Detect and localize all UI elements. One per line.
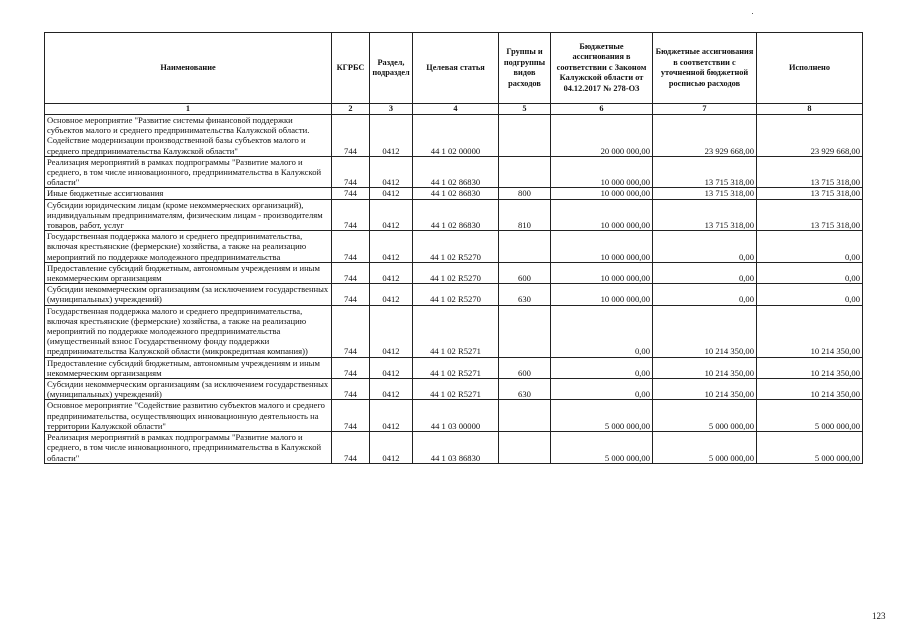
table-row — [45, 115, 863, 157]
row-kgrbs-cell: 744 — [332, 432, 370, 464]
row-budget-refined-cell: 23 929 668,00 — [653, 115, 757, 157]
row-section-cell: 0412 — [370, 231, 413, 263]
row-section-cell: 0412 — [370, 400, 413, 432]
row-expense-group-cell — [499, 115, 551, 157]
row-target-article-cell: 44 1 02 R5271 — [413, 305, 499, 357]
row-name-cell: Субсидии некоммерческим организациям (за исключением государственных (муниципальных) учреждений) — [45, 284, 332, 305]
row-target-article-cell: 44 1 02 86830 — [413, 188, 499, 199]
row-kgrbs-cell: 744 — [332, 357, 370, 378]
row-target-article-cell: 44 1 03 86830 — [413, 432, 499, 464]
row-target-article-cell: 44 1 02 00000 — [413, 115, 499, 157]
row-section-cell: 0412 — [370, 284, 413, 305]
row-name-cell: Субсидии юридическим лицам (кроме некоммерческих организаций), индивидуальным предпринимателям, физическим лицам - производителям товаров, работ, услуг — [45, 199, 332, 231]
row-kgrbs-cell: 744 — [332, 284, 370, 305]
table-row — [45, 199, 863, 231]
row-budget-refined-cell: 13 715 318,00 — [653, 199, 757, 231]
table-row — [45, 262, 863, 283]
row-budget-refined-cell: 5 000 000,00 — [653, 400, 757, 432]
header-executed: Исполнено — [757, 33, 863, 104]
row-budget-law-cell: 0,00 — [551, 305, 653, 357]
row-expense-group-cell: 600 — [499, 262, 551, 283]
header-section: Раздел, подраздел — [370, 33, 413, 104]
header-budget-law: Бюджетные ассигнования в соответствии с Законом Калужской области от 04.12.2017 № 278-ОЗ — [551, 33, 653, 104]
column-number: 6 — [551, 104, 653, 115]
row-kgrbs-cell: 744 — [332, 400, 370, 432]
table-row — [45, 305, 863, 357]
row-name-cell: Субсидии некоммерческим организациям (за исключением государственных (муниципальных) учреждений) — [45, 379, 332, 400]
row-executed-cell: 0,00 — [757, 262, 863, 283]
row-section-cell: 0412 — [370, 379, 413, 400]
header-budget-refined: Бюджетные ассигнования в соответствии с уточненной бюджетной росписью расходов — [653, 33, 757, 104]
table-row — [45, 432, 863, 464]
row-budget-refined-cell: 0,00 — [653, 284, 757, 305]
row-name-cell: Предоставление субсидий бюджетным, автономным учреждениям и иным некоммерческим организациям — [45, 357, 332, 378]
row-executed-cell: 13 715 318,00 — [757, 199, 863, 231]
table-row — [45, 284, 863, 305]
row-section-cell: 0412 — [370, 262, 413, 283]
row-executed-cell: 23 929 668,00 — [757, 115, 863, 157]
budget-table — [44, 32, 863, 464]
table-row — [45, 400, 863, 432]
row-kgrbs-cell: 744 — [332, 379, 370, 400]
table-row — [45, 379, 863, 400]
row-executed-cell: 10 214 350,00 — [757, 305, 863, 357]
column-number: 4 — [413, 104, 499, 115]
header-target-article: Целевая статья — [413, 33, 499, 104]
row-kgrbs-cell: 744 — [332, 156, 370, 188]
row-executed-cell: 0,00 — [757, 284, 863, 305]
column-number: 8 — [757, 104, 863, 115]
row-name-cell: Реализация мероприятий в рамках подпрограммы "Развитие малого и среднего, в том числе инновационного, предпринимательства в Калужской области" — [45, 156, 332, 188]
row-budget-law-cell: 5 000 000,00 — [551, 400, 653, 432]
row-name-cell: Основное мероприятие "Содействие развитию субъектов малого и среднего предпринимательства, осуществляющих инновационную деятельность на территории Калужской области" — [45, 400, 332, 432]
row-executed-cell: 5 000 000,00 — [757, 432, 863, 464]
row-budget-law-cell: 10 000 000,00 — [551, 156, 653, 188]
row-target-article-cell: 44 1 02 R5270 — [413, 262, 499, 283]
row-kgrbs-cell: 744 — [332, 188, 370, 199]
row-expense-group-cell — [499, 231, 551, 263]
header-kgrbs: КГРБС — [332, 33, 370, 104]
row-name-cell: Государственная поддержка малого и среднего предпринимательства, включая крестьянские (фермерские) хозяйства, а также на реализацию мероприятий по поддержке молодежного предпринимательства — [45, 231, 332, 263]
row-target-article-cell: 44 1 02 86830 — [413, 156, 499, 188]
row-budget-law-cell: 0,00 — [551, 357, 653, 378]
row-budget-refined-cell: 13 715 318,00 — [653, 156, 757, 188]
row-budget-law-cell: 0,00 — [551, 379, 653, 400]
header-row — [45, 33, 863, 104]
row-expense-group-cell — [499, 305, 551, 357]
row-target-article-cell: 44 1 02 R5271 — [413, 357, 499, 378]
row-executed-cell: 13 715 318,00 — [757, 156, 863, 188]
row-kgrbs-cell: 744 — [332, 231, 370, 263]
row-budget-refined-cell: 10 214 350,00 — [653, 379, 757, 400]
row-kgrbs-cell: 744 — [332, 199, 370, 231]
table-row — [45, 156, 863, 188]
row-section-cell: 0412 — [370, 188, 413, 199]
row-expense-group-cell: 630 — [499, 284, 551, 305]
row-executed-cell: 0,00 — [757, 231, 863, 263]
row-budget-refined-cell: 10 214 350,00 — [653, 305, 757, 357]
row-target-article-cell: 44 1 02 R5270 — [413, 284, 499, 305]
row-budget-refined-cell: 0,00 — [653, 231, 757, 263]
row-budget-refined-cell: 0,00 — [653, 262, 757, 283]
row-budget-law-cell: 10 000 000,00 — [551, 199, 653, 231]
row-section-cell: 0412 — [370, 115, 413, 157]
row-section-cell: 0412 — [370, 199, 413, 231]
row-expense-group-cell: 600 — [499, 357, 551, 378]
row-budget-law-cell: 5 000 000,00 — [551, 432, 653, 464]
row-budget-law-cell: 10 000 000,00 — [551, 231, 653, 263]
table-row — [45, 188, 863, 199]
column-number: 2 — [332, 104, 370, 115]
row-budget-law-cell: 10 000 000,00 — [551, 262, 653, 283]
row-name-cell: Государственная поддержка малого и среднего предпринимательства, включая крестьянские (фермерские) хозяйства, а также на реализацию мероприятий по поддержке молодежного предпринимательства (имущественный взнос Государственному фонду поддержки предпринимательства Калужской области (микрокредитная компания)) — [45, 305, 332, 357]
header-expense-group: Группы и подгруппы видов расходов — [499, 33, 551, 104]
row-section-cell: 0412 — [370, 357, 413, 378]
column-number-row — [45, 104, 863, 115]
row-budget-refined-cell: 13 715 318,00 — [653, 188, 757, 199]
budget-table-container — [44, 32, 863, 464]
column-number: 7 — [653, 104, 757, 115]
column-number: 3 — [370, 104, 413, 115]
column-number: 1 — [45, 104, 332, 115]
row-name-cell: Реализация мероприятий в рамках подпрограммы "Развитие малого и среднего, в том числе инновационного, предпринимательства в Калужской области" — [45, 432, 332, 464]
row-target-article-cell: 44 1 02 R5270 — [413, 231, 499, 263]
row-budget-law-cell: 10 000 000,00 — [551, 188, 653, 199]
header-name: Наименование — [45, 33, 332, 104]
table-row — [45, 231, 863, 263]
row-executed-cell: 5 000 000,00 — [757, 400, 863, 432]
row-target-article-cell: 44 1 02 86830 — [413, 199, 499, 231]
row-budget-refined-cell: 5 000 000,00 — [653, 432, 757, 464]
row-kgrbs-cell: 744 — [332, 262, 370, 283]
table-row — [45, 357, 863, 378]
row-budget-refined-cell: 10 214 350,00 — [653, 357, 757, 378]
row-budget-law-cell: 10 000 000,00 — [551, 284, 653, 305]
row-expense-group-cell — [499, 156, 551, 188]
row-name-cell: Иные бюджетные ассигнования — [45, 188, 332, 199]
row-section-cell: 0412 — [370, 156, 413, 188]
row-budget-law-cell: 20 000 000,00 — [551, 115, 653, 157]
row-section-cell: 0412 — [370, 305, 413, 357]
row-expense-group-cell: 810 — [499, 199, 551, 231]
row-executed-cell: 10 214 350,00 — [757, 357, 863, 378]
row-expense-group-cell: 630 — [499, 379, 551, 400]
row-expense-group-cell: 800 — [499, 188, 551, 199]
page-number: 123 — [872, 611, 886, 621]
row-name-cell: Основное мероприятие "Развитие системы финансовой поддержки субъектов малого и среднего предпринимательства Калужской области. Содействие модернизации производственной базы субъектов малого и среднего предпринимательства Калужской области" — [45, 115, 332, 157]
row-executed-cell: 10 214 350,00 — [757, 379, 863, 400]
row-target-article-cell: 44 1 02 R5271 — [413, 379, 499, 400]
row-expense-group-cell — [499, 432, 551, 464]
column-number: 5 — [499, 104, 551, 115]
row-target-article-cell: 44 1 03 00000 — [413, 400, 499, 432]
row-name-cell: Предоставление субсидий бюджетным, автономным учреждениям и иным некоммерческим организациям — [45, 262, 332, 283]
row-kgrbs-cell: 744 — [332, 305, 370, 357]
row-executed-cell: 13 715 318,00 — [757, 188, 863, 199]
scan-mark — [752, 13, 753, 14]
row-kgrbs-cell: 744 — [332, 115, 370, 157]
row-section-cell: 0412 — [370, 432, 413, 464]
row-expense-group-cell — [499, 400, 551, 432]
